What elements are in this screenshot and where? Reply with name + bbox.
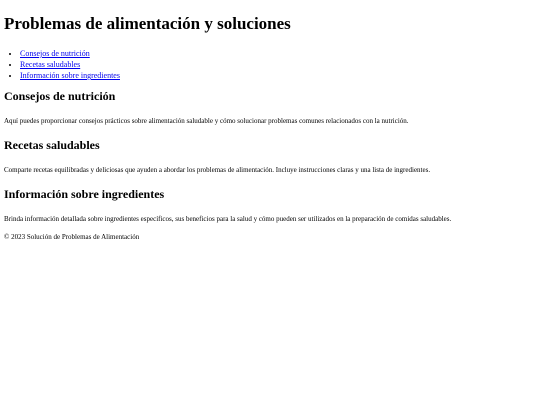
section-heading: Consejos de nutrición — [4, 89, 116, 103]
section-heading: Recetas saludables — [4, 138, 100, 152]
copyright-text: © 2023 Solución de Problemas de Alimentación — [4, 233, 140, 241]
page-title: Problemas de alimentación y soluciones — [4, 14, 291, 33]
nav-item-informacion — [20, 70, 536, 81]
section-heading: Información sobre ingredientes — [4, 187, 165, 201]
nav-link-informacion-ingredientes[interactable]: Información sobre ingredientes — [20, 71, 120, 80]
nav-link-recetas-saludables[interactable]: Recetas saludables — [20, 60, 81, 69]
section-body: Aquí puedes proporcionar consejos prácticos sobre alimentación saludable y cómo solucionar problemas comunes relacionados con la nutrición. — [4, 117, 409, 125]
nav-item-consejos — [20, 48, 536, 59]
nav-list — [4, 48, 536, 81]
section-informacion-ingredientes — [4, 187, 536, 224]
page-header — [4, 0, 536, 35]
nav-item-recetas — [20, 59, 536, 70]
section-body: Comparte recetas equilibradas y deliciosas que ayuden a abordar los problemas de alimentación. Incluye instrucciones claras y una lista de ingredientes. — [4, 166, 431, 174]
section-recetas-saludables — [4, 138, 536, 175]
page-footer — [4, 232, 536, 242]
section-consejos-de-nutricion — [4, 89, 536, 126]
nav-link-consejos-de-nutricion[interactable]: Consejos de nutrición — [20, 49, 90, 58]
section-body: Brinda información detallada sobre ingredientes específicos, sus beneficios para la salud y cómo pueden ser utilizados en la preparación de comidas saludables. — [4, 215, 452, 223]
main-nav — [4, 48, 536, 81]
